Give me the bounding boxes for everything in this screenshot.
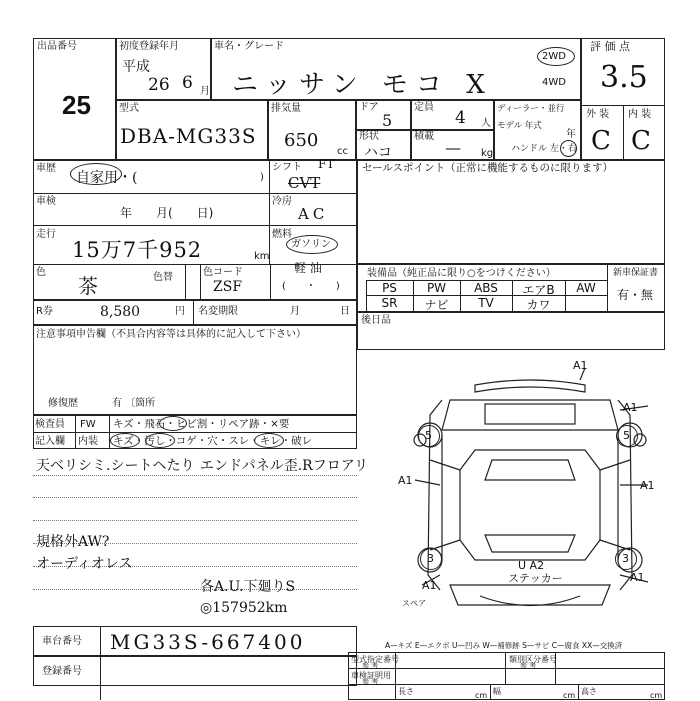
mark-right-top: A1: [623, 401, 638, 414]
inspection-value: 年 月( 日): [120, 206, 214, 220]
equipment-sr: SR: [381, 296, 398, 310]
fuel-diesel: 軽 油: [294, 261, 322, 275]
circle-chip: [159, 416, 187, 431]
hw-line1: [33, 475, 357, 476]
equipment-abs: ABS: [474, 281, 498, 295]
width-label: 幅: [493, 687, 501, 696]
cert-split5: [578, 684, 579, 700]
type-designation-label: 型式指定番号: [351, 655, 399, 664]
notes-label: 注意事項申告欄（不具合内容等は具体的に記入して下さい）: [36, 329, 306, 340]
lot-number: 25: [62, 90, 91, 120]
sales-point-label: セールスポイント（正常に機能するものに限ります）: [362, 162, 614, 174]
handle-label: ハンドル 左・右: [511, 144, 577, 154]
month: 6: [182, 73, 193, 93]
month-unit: 月: [200, 86, 210, 97]
hw-note-5: ◎157952km: [200, 600, 288, 616]
mark-right-5: 5: [623, 429, 630, 442]
capacity-value: 4: [455, 108, 466, 128]
record-label: 記入欄: [35, 436, 65, 447]
exterior-label: 外 装: [586, 109, 610, 120]
change-name-label: 名変期限: [198, 306, 238, 317]
drive-4wd: 4WD: [542, 77, 566, 88]
fuel-label: 燃料: [272, 229, 292, 240]
kg-unit: kg: [481, 148, 494, 159]
interior-label: 内 装: [628, 109, 652, 120]
inspector-line1: キズ・飛石・ヒビ割・リペア跡・×要: [113, 418, 290, 430]
inspection-label: 車検: [36, 196, 56, 207]
circle-scratch: [110, 433, 140, 448]
load-label: 積載: [414, 131, 434, 142]
recycle-split: [193, 300, 194, 325]
repair-label: 修復歴: [48, 398, 78, 409]
capacity-label: 定員: [414, 102, 434, 113]
equipment-warranty-split: [607, 264, 608, 312]
category-label: 類別区分番号: [509, 655, 557, 664]
color-split1: [185, 264, 186, 300]
recycle-row: [33, 300, 357, 325]
equipment-pw: PW: [426, 281, 447, 295]
repair-value: 有 〔箇所: [112, 398, 156, 409]
history-row1: [33, 193, 357, 194]
history-label: 車歴: [36, 163, 56, 174]
damage-legend: A—キズ E—エクボ U—凹み W—補修跡 S—サビ C—腐食 XX—交換済: [385, 641, 623, 650]
type-ref-label: 参 考: [362, 662, 379, 670]
chassis-value: MG33S-667400: [110, 630, 306, 654]
mark-right-3: 3: [622, 552, 629, 565]
cert-split2: [505, 652, 506, 684]
door-value: 5: [382, 111, 393, 130]
mark-right-mid: A1: [640, 479, 655, 492]
equipment-airbag: エアB: [522, 283, 555, 297]
shift-value: CVT: [288, 174, 321, 192]
later-date-label: 後日品: [361, 315, 391, 326]
vehicle-cert-label: 車検証明用: [351, 671, 391, 680]
load-value: —: [445, 138, 461, 157]
name-grade-label: 車名・グレード: [214, 41, 284, 52]
mileage-label: 走行: [36, 229, 56, 240]
shift-note: FT: [318, 157, 335, 171]
equipment-ps: PS: [382, 281, 397, 295]
handle-right-circle: [560, 140, 577, 157]
eval-score: 3.5: [600, 60, 648, 95]
car-name: ニッサン モコ X: [232, 70, 493, 100]
hw-note-4: 各A.U.下廻りS: [200, 579, 296, 595]
width-unit: cm: [563, 691, 576, 700]
color-code-value: ZSF: [213, 279, 243, 295]
shift-label: シフト: [272, 162, 302, 173]
fuel-paren: ( ・ ): [282, 281, 340, 292]
reg-label: 登録番号: [42, 666, 82, 677]
inspector-mid: [33, 432, 357, 433]
inspector-interior-label: 内装: [78, 436, 98, 447]
history-close-paren: ): [260, 172, 264, 183]
displacement-value: 650: [284, 130, 319, 151]
hw-note-1b: エンドパネル歪.Rフロアリ: [200, 458, 369, 474]
r-value: 8,580: [100, 304, 141, 320]
hw-note-3: オーディオレス: [36, 556, 133, 572]
model-value: DBA-MG33S: [120, 124, 257, 148]
shape-value: ハコ: [364, 145, 392, 161]
ac-value: AC: [298, 205, 329, 223]
equipment-leather: カワ: [526, 298, 551, 312]
ac-label: 冷房: [272, 196, 292, 207]
mark-left-bottom: A1: [422, 579, 437, 592]
mark-left-mid: A1: [398, 474, 413, 487]
circle-dirt: [145, 433, 175, 448]
displacement-label: 排気量: [271, 103, 301, 114]
fuel-gas: ガソリン: [291, 239, 331, 250]
month-label: 月: [290, 306, 300, 317]
center-note-2: ステッカー: [508, 572, 563, 585]
mark-left-3: 3: [427, 552, 434, 565]
hw-note-2: 規格外AW?: [36, 534, 110, 550]
day-label: 日: [340, 306, 350, 317]
first-reg-label: 初度登録年月: [119, 41, 179, 52]
color-label: 色: [36, 267, 46, 278]
era: 平成: [122, 59, 150, 75]
mark-left-5: 5: [425, 429, 432, 442]
yen-unit: 円: [175, 306, 185, 317]
height-unit: cm: [650, 691, 663, 700]
lot-label: 出品番号: [37, 41, 77, 52]
equipment-label: 装備品（純正品に限り○をつけください）: [367, 268, 556, 279]
shape-label: 形状: [359, 131, 379, 142]
length-label: 長さ: [398, 687, 414, 696]
history-value: 自家用・(: [76, 170, 138, 186]
circle-wear: [254, 433, 284, 448]
color-code-label: 色コード: [203, 267, 243, 278]
interior-grade: C: [631, 126, 651, 156]
history-row2: [33, 225, 357, 226]
vehicle-cert-ref-label: 参 考: [362, 678, 379, 686]
warranty-value: 有・無: [617, 288, 654, 302]
sales-point-box: [357, 160, 665, 264]
inspector-split1: [75, 415, 76, 449]
door-label: ドア: [359, 102, 379, 113]
warranty-label: 新車保証書: [613, 268, 659, 278]
equipment-navi: ナビ: [424, 298, 449, 312]
fw-label: FW: [80, 419, 96, 430]
r-label: R券: [36, 306, 53, 317]
inspector-line2: キズ・汚し・コゲ・穴・スレ・キレ・破レ: [113, 435, 313, 447]
exterior-grade: C: [591, 126, 611, 156]
year: 26: [148, 75, 170, 95]
km-unit: km: [254, 251, 270, 262]
hw-line2: [33, 497, 357, 498]
private-use-circle: [70, 163, 122, 185]
equipment-tv: TV: [478, 296, 494, 310]
year-unit: 年: [566, 129, 576, 140]
spare-label: スペア: [402, 599, 426, 608]
person-unit: 人: [481, 118, 491, 129]
eval-mid-divider: [623, 105, 624, 160]
length-unit: cm: [475, 691, 488, 700]
color-value: 茶: [78, 274, 98, 298]
model-label: 型式: [119, 103, 139, 114]
mileage-value: 15万7千952: [72, 238, 203, 262]
later-date-box: [357, 312, 665, 350]
color-change-label: 色替: [153, 272, 173, 283]
equipment-aw: AW: [576, 281, 596, 295]
color-split2: [200, 264, 201, 300]
center-note-1: U A2: [518, 559, 545, 572]
inspector-label: 検査員: [35, 419, 65, 430]
eval-label: 評 価 点: [590, 40, 630, 53]
hw-line3: [33, 520, 357, 521]
height-label: 高さ: [581, 687, 597, 696]
category-ref-label: 参 考: [520, 662, 537, 670]
chassis-label: 車台番号: [42, 636, 82, 647]
cc-unit: cc: [337, 146, 348, 157]
hw-line6: [33, 589, 357, 590]
cert-split4: [490, 684, 491, 700]
hw-note-1: 天ベリシミ.シートヘたり: [36, 458, 195, 474]
drive-2wd: 2WD: [542, 51, 566, 62]
mark-right-bottom: A1: [630, 571, 645, 584]
dealer-label: ディーラー・並行: [497, 104, 565, 114]
model-year-label: モデル 年式: [497, 121, 542, 131]
color-split3: [270, 264, 271, 300]
history-mid: [269, 160, 270, 264]
inspector-split2: [109, 415, 110, 449]
mark-roof: A1: [573, 359, 588, 372]
